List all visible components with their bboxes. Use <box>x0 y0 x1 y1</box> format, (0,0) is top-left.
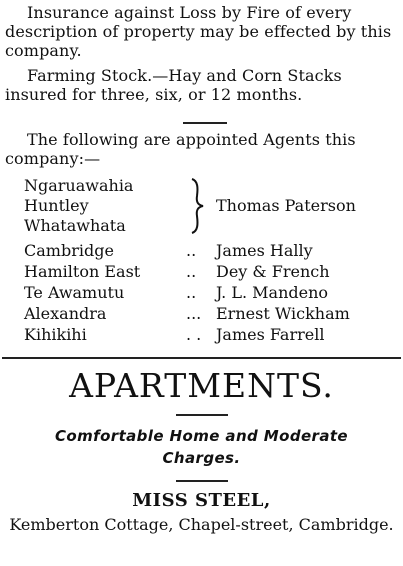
leader-dots: .. <box>186 283 197 302</box>
proprietor-address: Kemberton Cottage, Chapel-street, Cambridge. <box>9 515 394 534</box>
agent-town: Kihikihi <box>24 325 87 344</box>
tagline-line-1: Comfortable Home and Moderate <box>55 427 348 445</box>
agent-town: Whatawhata <box>24 216 126 235</box>
agent-name: Dey & French <box>216 262 330 281</box>
leader-dots: ... <box>186 304 202 323</box>
agent-town: Huntley <box>24 196 89 215</box>
agent-town: Cambridge <box>24 241 114 260</box>
advertisement-divider <box>2 357 401 359</box>
leader-dots: .. <box>186 262 197 281</box>
agent-name: Thomas Paterson <box>216 196 356 215</box>
leader-dots: . . <box>186 325 202 344</box>
agent-name: James Farrell <box>216 325 325 344</box>
leader-dots: .. <box>186 241 197 260</box>
agent-town: Ngaruawahia <box>24 176 134 195</box>
agent-name: Ernest Wickham <box>216 304 350 323</box>
agent-name: James Hally <box>216 241 313 260</box>
agent-town: Alexandra <box>24 304 107 323</box>
agents-intro: The following are appointed Agents this company:— <box>5 130 356 168</box>
tagline-divider <box>176 480 228 482</box>
proprietor-name: MISS STEEL, <box>132 490 271 511</box>
farming-stock-paragraph: Farming Stock.—Hay and Corn Stacks insured for three, six, or 12 months. <box>5 66 342 104</box>
headline-divider <box>176 414 228 416</box>
agent-name: J. L. Mandeno <box>216 283 329 302</box>
insurance-paragraph: Insurance against Loss by Fire of every description of property may be effected by this company. <box>5 3 392 60</box>
apartments-headline: APARTMENTS. <box>69 366 334 405</box>
brace-symbol <box>186 178 210 234</box>
agent-town: Hamilton East <box>24 262 141 281</box>
agents-list <box>0 176 403 351</box>
agent-town: Te Awamutu <box>24 283 125 302</box>
tagline-line-2: Charges. <box>162 449 241 467</box>
section-divider <box>183 122 227 124</box>
